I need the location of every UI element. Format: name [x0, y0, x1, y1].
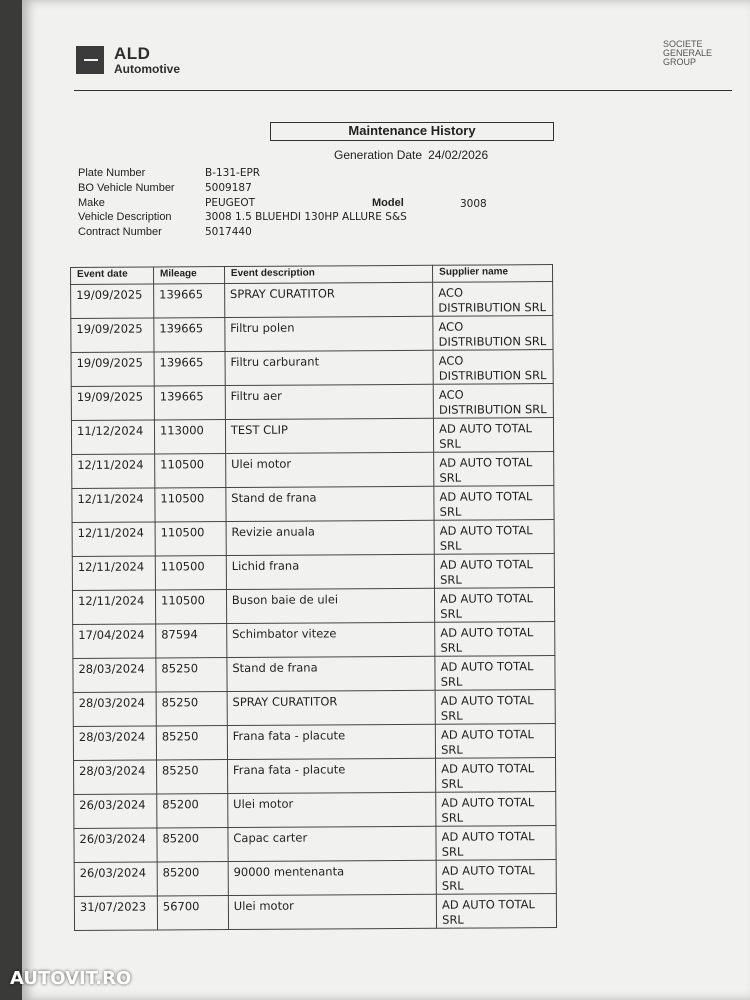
- group-line-2: GENERALE: [663, 48, 713, 58]
- table-row: [73, 622, 555, 659]
- supplier-name-cell: AD AUTO TOTAL SRL: [434, 486, 554, 521]
- logo-mark-icon: [76, 46, 104, 74]
- event-date-cell: 17/04/2024: [73, 624, 156, 659]
- event-date-cell: 28/03/2024: [73, 692, 156, 727]
- event-description-cell: Schimbator viteze: [227, 622, 435, 657]
- contract-number-value: 5017440: [205, 226, 252, 238]
- table-row: [74, 758, 556, 795]
- mileage-cell: 110500: [155, 556, 226, 590]
- table-row: [72, 588, 554, 625]
- event-description-cell: Ulei motor: [228, 894, 436, 929]
- event-date-cell: 19/09/2025: [71, 318, 154, 353]
- plate-number-value: B-131-EPR: [205, 167, 261, 179]
- mileage-cell: 139665: [154, 318, 225, 352]
- table-row: [72, 554, 554, 591]
- supplier-name-cell: AD AUTO TOTAL SRL: [435, 656, 555, 691]
- event-description-cell: Revizie anuala: [226, 520, 434, 555]
- event-date-cell: 28/03/2024: [73, 658, 156, 693]
- supplier-name-cell: AD AUTO TOTAL SRL: [435, 724, 555, 759]
- plate-number-label: Plate Number: [78, 167, 146, 179]
- supplier-name-cell: ACO DISTRIBUTION SRL: [433, 350, 553, 385]
- mileage-cell: 110500: [155, 590, 226, 624]
- supplier-name-cell: AD AUTO TOTAL SRL: [436, 894, 556, 929]
- column-header-event-date: Event date: [71, 267, 154, 285]
- model-label: Model: [372, 197, 404, 209]
- mileage-cell: 85250: [156, 692, 227, 726]
- event-date-cell: 26/03/2024: [74, 862, 157, 897]
- mileage-cell: 85200: [157, 862, 228, 896]
- supplier-name-cell: AD AUTO TOTAL SRL: [435, 690, 555, 725]
- mileage-cell: 110500: [155, 522, 226, 556]
- event-description-cell: Stand de frana: [227, 656, 435, 691]
- mileage-cell: 139665: [154, 284, 225, 318]
- make-label: Make: [78, 197, 105, 209]
- column-header-mileage: Mileage: [153, 267, 224, 284]
- bo-vehicle-number-label: BO Vehicle Number: [78, 182, 175, 194]
- mileage-cell: 56700: [157, 896, 228, 930]
- table-row: [74, 894, 556, 931]
- table-row: [72, 520, 554, 557]
- vehicle-description-value: 3008 1.5 BLUEHDI 130HP ALLURE S&S: [205, 211, 407, 223]
- table-row: [74, 792, 556, 829]
- supplier-name-cell: AD AUTO TOTAL SRL: [436, 860, 556, 895]
- model-value: 3008: [460, 198, 487, 210]
- group-line-3: GROUP: [663, 57, 697, 67]
- mileage-cell: 85250: [156, 658, 227, 692]
- mileage-cell: 87594: [156, 624, 227, 658]
- supplier-name-cell: AD AUTO TOTAL SRL: [434, 520, 554, 555]
- supplier-name-cell: AD AUTO TOTAL SRL: [436, 826, 556, 861]
- table-row: [72, 486, 554, 523]
- table-row: [73, 656, 555, 693]
- event-date-cell: 12/11/2024: [72, 488, 155, 523]
- table-row: [73, 690, 555, 727]
- table-row: [74, 826, 556, 863]
- supplier-name-cell: AD AUTO TOTAL SRL: [436, 758, 556, 793]
- event-date-cell: 19/09/2025: [71, 352, 154, 387]
- event-description-cell: Frana fata - placute: [227, 724, 435, 759]
- column-header-supplier-name: Supplier name: [433, 265, 553, 283]
- table-row: [72, 452, 554, 489]
- supplier-name-cell: AD AUTO TOTAL SRL: [434, 418, 554, 453]
- event-date-cell: 28/03/2024: [74, 760, 157, 795]
- table-row: [71, 350, 553, 387]
- event-description-cell: Filtru carburant: [225, 350, 433, 385]
- header-divider: [74, 90, 732, 91]
- supplier-name-cell: ACO DISTRIBUTION SRL: [433, 282, 553, 317]
- supplier-name-cell: AD AUTO TOTAL SRL: [434, 554, 554, 589]
- event-description-cell: Filtru polen: [225, 316, 433, 351]
- event-description-cell: TEST CLIP: [225, 418, 433, 453]
- make-value: PEUGEOT: [205, 197, 256, 209]
- logo-brand-text: ALD: [114, 44, 151, 63]
- table-row: [71, 418, 553, 455]
- event-description-cell: Ulei motor: [228, 792, 436, 827]
- vehicle-description-label: Vehicle Description: [78, 211, 172, 223]
- event-date-cell: 11/12/2024: [71, 420, 154, 455]
- event-date-cell: 26/03/2024: [74, 828, 157, 863]
- logo-sub-text: Automotive: [114, 62, 180, 76]
- autovit-watermark: AUTOVIT.RO: [10, 968, 132, 989]
- mileage-cell: 139665: [154, 386, 225, 420]
- mileage-cell: 85200: [157, 828, 228, 862]
- mileage-cell: 110500: [155, 454, 226, 488]
- table-row: [73, 724, 555, 761]
- mileage-cell: 113000: [154, 420, 225, 454]
- event-description-cell: SPRAY CURATITOR: [224, 282, 432, 317]
- table-row: [71, 384, 553, 421]
- event-description-cell: Frana fata - placute: [227, 758, 435, 793]
- mileage-cell: 85250: [156, 726, 227, 760]
- event-date-cell: 26/03/2024: [74, 794, 157, 829]
- column-header-event-description: Event description: [224, 265, 432, 283]
- societe-generale-logo: [663, 40, 712, 67]
- event-description-cell: Ulei motor: [226, 452, 434, 487]
- table-row: [71, 316, 553, 353]
- bo-vehicle-number-value: 5009187: [205, 182, 252, 194]
- mileage-cell: 85200: [157, 794, 228, 828]
- mileage-cell: 139665: [154, 352, 225, 386]
- event-description-cell: Capac carter: [228, 826, 436, 861]
- supplier-name-cell: AD AUTO TOTAL SRL: [434, 452, 554, 487]
- supplier-name-cell: AD AUTO TOTAL SRL: [435, 622, 555, 657]
- supplier-name-cell: ACO DISTRIBUTION SRL: [433, 316, 553, 351]
- event-date-cell: 12/11/2024: [72, 454, 155, 489]
- event-description-cell: Stand de frana: [226, 486, 434, 521]
- group-line-1: SOCIETE: [663, 39, 703, 49]
- event-description-cell: SPRAY CURATITOR: [227, 690, 435, 725]
- generation-date: [334, 148, 488, 162]
- supplier-name-cell: ACO DISTRIBUTION SRL: [433, 384, 553, 419]
- event-date-cell: 12/11/2024: [72, 522, 155, 557]
- generation-date-label: Generation Date: [334, 148, 423, 162]
- event-description-cell: Buson baie de ulei: [226, 588, 434, 623]
- event-date-cell: 19/09/2025: [71, 284, 154, 319]
- maintenance-table: [70, 264, 557, 931]
- contract-number-label: Contract Number: [78, 226, 162, 238]
- event-date-cell: 28/03/2024: [73, 726, 156, 761]
- event-date-cell: 12/11/2024: [72, 556, 155, 591]
- event-date-cell: 31/07/2023: [74, 896, 157, 931]
- event-date-cell: 19/09/2025: [71, 386, 154, 421]
- mileage-cell: 110500: [155, 488, 226, 522]
- mileage-cell: 85250: [156, 760, 227, 794]
- generation-date-value: 24/02/2026: [428, 148, 489, 162]
- table-row: [71, 282, 553, 319]
- table-row: [74, 860, 556, 897]
- document-title: Maintenance History: [270, 122, 554, 141]
- event-description-cell: Filtru aer: [225, 384, 433, 419]
- supplier-name-cell: AD AUTO TOTAL SRL: [436, 792, 556, 827]
- event-description-cell: 90000 mentenanta: [228, 860, 436, 895]
- event-date-cell: 12/11/2024: [72, 590, 155, 625]
- event-description-cell: Lichid frana: [226, 554, 434, 589]
- supplier-name-cell: AD AUTO TOTAL SRL: [435, 588, 555, 623]
